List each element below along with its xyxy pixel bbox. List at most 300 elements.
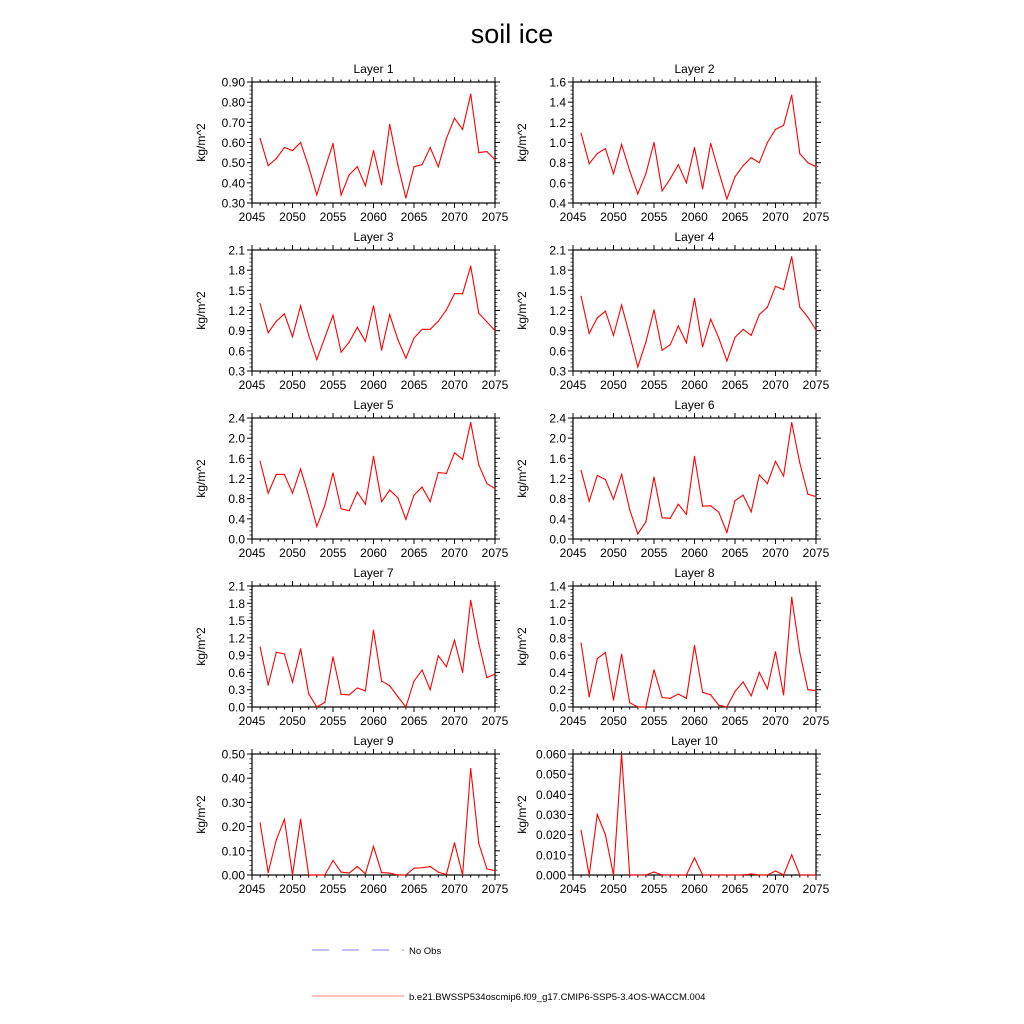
y-tick-label: 0.000 [535,868,566,883]
y-tick-label: 0.6 [549,176,566,191]
series-line-layer-7 [260,600,495,707]
series-line-layer-1 [260,94,495,198]
y-tick-label: 0.30 [221,795,245,810]
y-axis-label: kg/m^2 [515,123,529,162]
data-point [767,688,768,689]
data-point [373,630,374,631]
data-point [678,164,679,165]
data-point [276,321,277,322]
data-point [767,483,768,484]
data-point [478,152,479,153]
y-axis-label: kg/m^2 [515,291,529,330]
data-point [349,174,350,175]
data-point [702,188,703,189]
data-point [589,874,590,875]
data-point [284,819,285,820]
panel-layer-8 [515,566,830,728]
data-point [751,695,752,696]
x-tick-label: 2060 [360,882,387,896]
y-tick-label: 0.8 [549,156,566,171]
x-tick-label: 2055 [640,882,668,896]
data-point [454,293,455,294]
y-axis-label: kg/m^2 [194,627,208,666]
data-point [332,860,333,861]
data-point [783,874,784,875]
data-point [430,689,431,690]
x-tick-label: 2060 [360,210,387,224]
data-point [799,462,800,463]
series-line-layer-8 [581,597,816,707]
data-point [694,456,695,457]
y-tick-label: 0.010 [535,848,566,863]
y-tick-label: 0.8 [228,492,245,507]
panel-layer-2 [515,62,830,224]
data-point [438,321,439,322]
series-line-layer-9 [260,769,495,875]
y-tick-label: 1.2 [228,304,245,318]
data-point [454,118,455,119]
data-point [621,474,622,475]
data-point [478,313,479,314]
x-tick-label: 2045 [238,210,266,224]
data-point [454,842,455,843]
panel-title: Layer 1 [353,62,394,76]
data-point [637,706,638,707]
data-point [694,147,695,148]
data-point [694,857,695,858]
y-tick-label: 1.5 [228,614,245,629]
data-point [751,873,752,874]
data-point [686,342,687,343]
y-tick-label: 1.2 [549,115,566,130]
x-tick-label: 2065 [400,378,428,392]
data-point [405,706,406,707]
data-point [268,685,269,686]
x-tick-label: 2065 [721,714,749,728]
data-point [743,329,744,330]
y-tick-label: 0.50 [221,747,245,762]
x-tick-label: 2065 [721,546,749,560]
x-tick-label: 2075 [481,378,509,392]
data-point [637,366,638,367]
data-point [613,173,614,174]
data-point [815,166,816,167]
y-axis-label: kg/m^2 [194,123,208,162]
y-tick-label: 1.8 [228,596,245,611]
data-point [799,652,800,653]
data-point [637,874,638,875]
data-point [470,422,471,423]
data-point [581,296,582,297]
panel-title: Layer 9 [353,734,394,748]
y-tick-label: 2.1 [549,243,566,258]
data-point [413,868,414,869]
plot-frame [573,250,816,371]
plot-frame [573,82,816,203]
y-tick-label: 2.4 [228,411,245,426]
data-point [621,753,622,754]
data-point [653,476,654,477]
x-tick-label: 2070 [762,714,789,728]
y-tick-label: 1.2 [549,596,566,611]
data-point [743,681,744,682]
x-tick-label: 2060 [681,546,708,560]
x-tick-label: 2050 [279,210,306,224]
y-tick-label: 0.70 [221,115,245,130]
data-point [670,344,671,345]
data-point [751,157,752,158]
data-point [446,138,447,139]
data-point [807,494,808,495]
x-tick-label: 2060 [360,546,387,560]
y-tick-label: 0.0 [228,700,245,715]
data-point [397,164,398,165]
data-point [775,461,776,462]
data-point [734,874,735,875]
data-point [284,147,285,148]
data-point [292,336,293,337]
data-point [389,872,390,873]
x-tick-label: 2055 [640,210,668,224]
data-point [670,698,671,699]
data-point [494,488,495,489]
y-tick-label: 0.060 [535,747,566,762]
y-tick-label: 1.5 [549,283,566,298]
data-point [767,874,768,875]
x-tick-label: 2065 [721,882,749,896]
x-tick-label: 2060 [681,714,708,728]
data-point [276,839,277,840]
data-point [694,298,695,299]
data-point [268,493,269,494]
data-point [726,360,727,361]
data-point [653,309,654,310]
y-tick-label: 1.8 [228,263,245,278]
x-tick-label: 2050 [600,378,627,392]
data-point [759,474,760,475]
y-axis-label: kg/m^2 [194,795,208,834]
data-point [332,315,333,316]
y-tick-label: 1.8 [549,263,566,278]
data-point [349,510,350,511]
data-point [300,305,301,306]
data-point [357,327,358,328]
data-point [300,468,301,469]
data-point [446,309,447,310]
x-tick-label: 2070 [762,378,789,392]
data-point [653,669,654,670]
y-tick-label: 0.4 [549,196,566,211]
data-point [397,696,398,697]
x-tick-label: 2070 [441,714,468,728]
data-point [438,472,439,473]
y-tick-label: 0.40 [221,771,245,786]
series-line-layer-5 [260,423,495,527]
data-point [815,874,816,875]
y-tick-label: 0.4 [549,512,566,527]
data-point [260,646,261,647]
y-tick-label: 0.9 [228,648,245,663]
y-tick-label: 0.10 [221,844,245,859]
data-point [613,499,614,500]
x-tick-label: 2055 [319,546,347,560]
data-point [341,194,342,195]
data-point [308,693,309,694]
data-point [702,692,703,693]
data-point [759,874,760,875]
data-point [807,689,808,690]
data-point [613,335,614,336]
data-point [686,874,687,875]
data-point [605,652,606,653]
data-point [718,705,719,706]
x-tick-label: 2060 [681,378,708,392]
data-point [454,640,455,641]
x-tick-label: 2075 [802,882,830,896]
x-tick-label: 2050 [279,714,306,728]
series-line-layer-10 [581,754,816,875]
data-point [422,164,423,165]
x-tick-label: 2045 [238,882,266,896]
data-point [629,170,630,171]
x-tick-label: 2050 [279,546,306,560]
data-point [341,694,342,695]
data-point [381,680,382,681]
data-point [430,866,431,867]
data-point [486,151,487,152]
plot-frame [252,586,495,707]
data-point [478,643,479,644]
data-point [605,148,606,149]
y-tick-label: 1.6 [549,75,566,90]
data-point [581,642,582,643]
data-point [613,699,614,700]
data-point [365,504,366,505]
y-tick-label: 0.30 [221,196,245,211]
data-point [743,165,744,166]
panel-layer-3 [194,230,509,392]
x-tick-label: 2060 [360,714,387,728]
x-tick-label: 2065 [721,378,749,392]
y-tick-label: 0.20 [221,820,245,835]
y-tick-label: 0.3 [228,683,245,698]
x-tick-label: 2070 [441,546,468,560]
data-point [710,874,711,875]
y-tick-label: 0.8 [549,492,566,507]
data-point [316,359,317,360]
panel-layer-7 [194,566,509,728]
data-point [629,702,630,703]
y-tick-label: 0.050 [535,767,566,782]
data-point [308,496,309,497]
x-tick-label: 2075 [802,546,830,560]
data-point [349,872,350,873]
data-point [478,464,479,465]
x-tick-label: 2055 [319,378,347,392]
data-point [702,874,703,875]
data-point [454,452,455,453]
data-point [759,672,760,673]
series-line-layer-6 [581,423,816,534]
x-tick-label: 2065 [400,714,428,728]
y-tick-label: 0.80 [221,95,245,110]
data-point [268,332,269,333]
data-point [718,512,719,513]
plot-frame [252,250,495,371]
data-point [349,694,350,695]
panel-layer-4 [515,230,830,392]
data-point [678,874,679,875]
y-tick-label: 0.9 [228,324,245,339]
panel-layer-10 [515,734,830,896]
data-point [597,814,598,815]
data-point [662,697,663,698]
panel-title: Layer 6 [674,398,715,412]
data-point [791,854,792,855]
data-point [413,166,414,167]
data-point [357,166,358,167]
data-point [759,314,760,315]
data-point [589,333,590,334]
data-point [653,871,654,872]
data-point [743,495,744,496]
data-point [430,501,431,502]
data-point [357,492,358,493]
panel-layer-6 [515,398,830,560]
y-tick-label: 0.6 [549,344,566,359]
data-point [470,266,471,267]
data-point [662,874,663,875]
data-point [581,133,582,134]
data-point [316,706,317,707]
data-point [405,519,406,520]
x-tick-label: 2060 [681,210,708,224]
data-point [430,147,431,148]
y-tick-label: 0.4 [228,512,245,527]
data-point [791,597,792,598]
data-point [332,143,333,144]
data-point [373,150,374,151]
series-line-layer-2 [581,95,816,199]
data-point [751,511,752,512]
y-axis-label: kg/m^2 [515,459,529,498]
data-point [397,497,398,498]
data-point [316,194,317,195]
y-tick-label: 2.0 [228,431,245,446]
x-tick-label: 2055 [640,714,668,728]
x-tick-label: 2070 [441,882,468,896]
data-point [284,474,285,475]
data-point [581,830,582,831]
legend-label-no-obs: No Obs [409,946,442,957]
data-point [494,870,495,871]
data-point [494,674,495,675]
data-point [446,473,447,474]
data-point [637,533,638,534]
data-point [686,514,687,515]
data-point [349,341,350,342]
data-point [662,350,663,351]
data-point [470,94,471,95]
data-point [734,691,735,692]
data-point [365,873,366,874]
panel-layer-9 [194,734,509,896]
x-tick-label: 2055 [640,378,668,392]
data-point [629,335,630,336]
data-point [324,505,325,506]
data-point [645,521,646,522]
data-point [486,868,487,869]
data-point [260,303,261,304]
data-point [653,142,654,143]
x-tick-label: 2055 [640,546,668,560]
data-point [645,173,646,174]
x-tick-label: 2050 [279,882,306,896]
data-point [268,165,269,166]
y-axis-label: kg/m^2 [194,459,208,498]
data-point [783,289,784,290]
data-point [621,305,622,306]
panel-title: Layer 7 [353,566,394,580]
data-point [405,874,406,875]
data-point [710,505,711,506]
data-point [300,142,301,143]
y-tick-label: 0.3 [549,364,566,379]
data-point [381,501,382,502]
y-tick-label: 2.4 [549,411,566,426]
y-tick-label: 0.4 [549,665,566,680]
x-tick-label: 2060 [360,378,387,392]
data-point [710,694,711,695]
data-point [734,337,735,338]
data-point [422,867,423,868]
y-tick-label: 0.60 [221,136,245,150]
y-tick-label: 0.40 [221,176,245,191]
panel-title: Layer 3 [353,230,394,244]
data-point [332,656,333,657]
data-point [276,158,277,159]
y-tick-label: 2.0 [549,431,566,446]
data-point [597,153,598,154]
data-point [799,874,800,875]
x-tick-label: 2065 [400,210,428,224]
data-point [381,184,382,185]
series-line-layer-4 [581,257,816,367]
x-tick-label: 2075 [481,210,509,224]
x-tick-label: 2070 [441,378,468,392]
data-point [718,874,719,875]
data-point [605,834,606,835]
data-point [678,504,679,505]
x-tick-label: 2070 [441,210,468,224]
panel-layer-5 [194,398,509,560]
data-point [316,526,317,527]
data-point [662,190,663,191]
data-point [324,337,325,338]
x-tick-label: 2050 [600,210,627,224]
y-tick-label: 0.030 [535,808,566,822]
data-point [767,142,768,143]
data-point [629,509,630,510]
x-tick-label: 2055 [319,210,347,224]
data-point [324,168,325,169]
x-tick-label: 2075 [802,714,830,728]
y-tick-label: 0.0 [228,532,245,547]
panel-title: Layer 8 [674,566,715,580]
data-point [438,655,439,656]
x-tick-label: 2060 [681,882,708,896]
y-tick-label: 0.6 [549,648,566,663]
